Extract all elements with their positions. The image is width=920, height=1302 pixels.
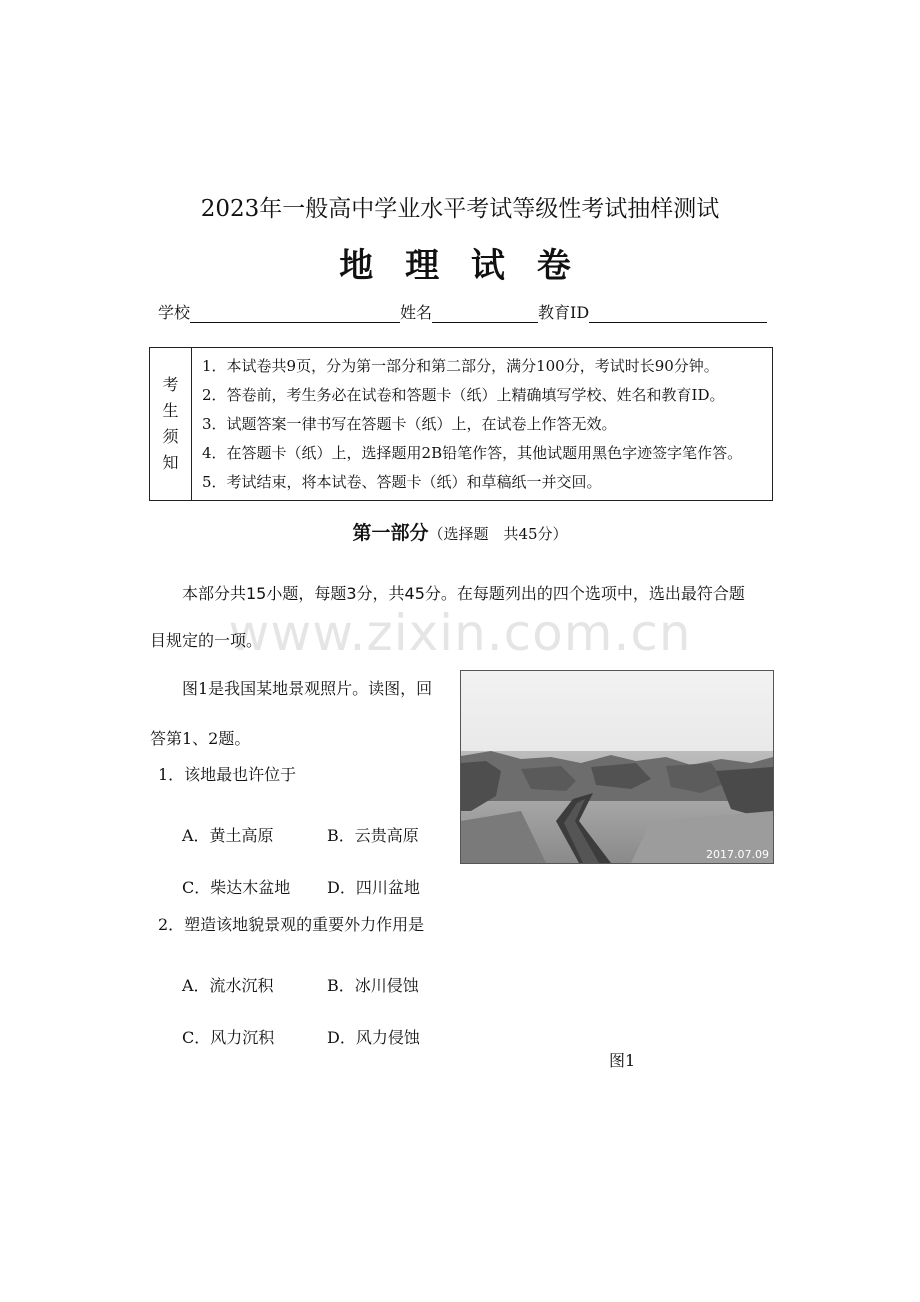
landscape-photo: [460, 670, 774, 864]
exam-title: 2023年一般高中学业水平考试等级性考试抽样测试: [200, 196, 720, 222]
lead-line: 图1是我国某地景观照片。读图，回: [182, 679, 433, 698]
exam-notice-box: [149, 347, 773, 501]
notice-item: 1．本试卷共9页，分为第一部分和第二部分，满分100分，考试时长90分钟。: [202, 357, 719, 375]
question-1-stem: 1．该地最也许位于: [158, 765, 297, 784]
id-label: 教育ID: [538, 303, 590, 322]
figure-caption: 图1: [609, 1051, 636, 1070]
question-2-option-d[interactable]: D．风力侵蚀: [327, 1028, 420, 1047]
part-instruction: [150, 570, 772, 664]
student-info-line: [158, 300, 767, 323]
question-1-option-c[interactable]: C．柴达木盆地: [182, 878, 291, 897]
landscape-photo-drawing: [461, 671, 773, 863]
lead-line: 答第1、2题。: [150, 729, 251, 748]
question-2-option-a[interactable]: A．流水沉积: [182, 976, 274, 995]
id-blank[interactable]: [589, 304, 767, 323]
question-1-option-a[interactable]: A．黄土高原: [182, 826, 274, 845]
instruction-line: 本部分共15小题，每题3分，共45分。在每题列出的四个选项中，选出最符合题: [182, 584, 745, 603]
notice-item: 3．试题答案一律书写在答题卡（纸）上，在试卷上作答无效。: [202, 415, 617, 433]
notice-heading-char: 知: [162, 453, 179, 472]
school-label: 学校: [158, 303, 191, 322]
question-2-option-c[interactable]: C．风力沉积: [182, 1028, 275, 1047]
figure-lead-text: [150, 664, 450, 764]
name-blank[interactable]: [432, 304, 538, 323]
notice-heading-char: 须: [162, 427, 179, 446]
subject-title: 地 理 试 卷: [339, 246, 581, 286]
name-label: 姓名: [400, 303, 433, 322]
watermark: www.zixin.com.cn: [228, 604, 692, 662]
notice-item: 5．考试结束，将本试卷、答题卡（纸）和草稿纸一并交回。: [202, 473, 602, 491]
instruction-line: 目规定的一项。: [150, 631, 263, 650]
notice-heading: [150, 348, 192, 500]
question-2-stem: 2．塑造该地貌景观的重要外力作用是: [158, 915, 425, 934]
question-2-option-b[interactable]: B．冰川侵蚀: [327, 976, 419, 995]
part-heading: [0, 518, 920, 545]
notice-item: 2．答卷前，考生务必在试卷和答题卡（纸）上精确填写学校、姓名和教育ID。: [202, 386, 725, 404]
question-1-option-d[interactable]: D．四川盆地: [327, 878, 420, 897]
notice-list: [192, 348, 772, 500]
photo-date-stamp: 2017.07.09: [706, 848, 769, 861]
school-blank[interactable]: [190, 304, 400, 323]
notice-item: 4．在答题卡（纸）上，选择题用2B铅笔作答，其他试题用黑色字迹签字笔作答。: [202, 444, 743, 462]
notice-heading-char: 生: [162, 401, 179, 420]
notice-heading-char: 考: [162, 375, 179, 394]
part-title: 第一部分: [352, 522, 429, 544]
part-subtitle: （选择题 共45分）: [428, 525, 568, 543]
question-1-option-b[interactable]: B．云贵高原: [327, 826, 419, 845]
